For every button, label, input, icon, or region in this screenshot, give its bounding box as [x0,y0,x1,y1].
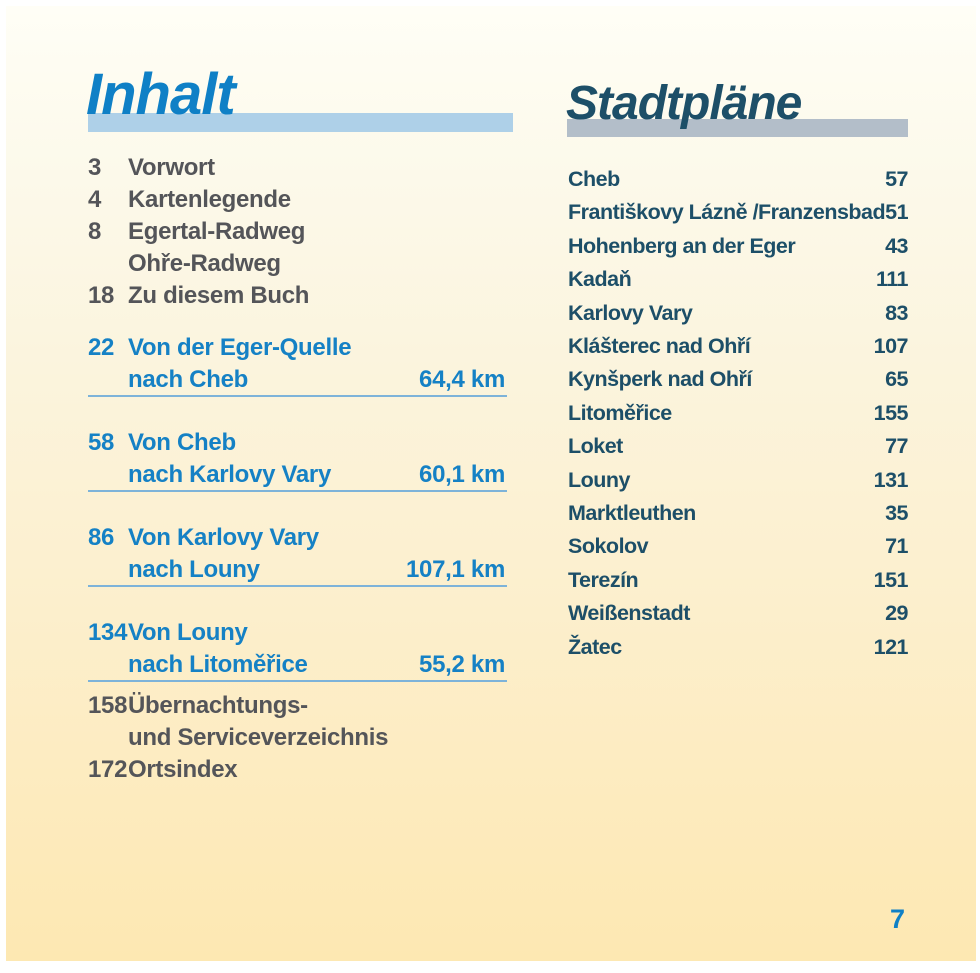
toc-row [88,184,508,216]
cityplan-row [568,363,908,396]
cityplan-row [568,297,908,330]
toc-row [88,722,508,754]
cityplan-page-number: 131 [873,467,908,492]
route-title: Von Louny [128,619,248,646]
toc-label: Ortsindex [128,756,238,783]
book-page [6,6,976,961]
toc-page-number: 172 [88,756,128,783]
contents-list-top [88,152,508,312]
cityplan-name: Karlovy Vary [568,300,693,325]
cityplan-page-number: 57 [885,167,908,191]
route-line1 [88,331,507,365]
route-page-number: 134 [88,619,128,646]
cityplans-list [568,163,908,664]
toc-page-number: 158 [88,692,128,719]
cityplan-row [568,330,908,363]
route-title: Von der Eger-Quelle [128,334,352,361]
route-distance: 64,4 km [419,366,505,393]
cityplan-name: Sokolov [568,534,649,559]
route-destination: nach Louny [128,556,260,583]
route-line2 [88,460,507,492]
route-line2 [88,555,507,587]
route-distance: 55,2 km [419,651,505,678]
route-entry [88,521,507,587]
route-destination: nach Cheb [128,366,248,393]
cityplan-name: Hohenberg an der Eger [568,233,796,258]
route-line1 [88,616,507,650]
toc-label: Zu diesem Buch [128,282,310,309]
route-distance: 60,1 km [419,461,505,488]
cityplan-name: Litoměřice [568,400,672,425]
cityplan-page-number: 35 [885,501,908,526]
cityplan-page-number: 111 [876,267,908,292]
route-list [88,331,507,711]
cityplan-row [568,263,908,296]
cityplan-page-number: 77 [885,434,908,459]
route-page-number: 86 [88,524,115,551]
cityplan-name: Františkovy Lázně /Franzensbad [568,200,886,225]
cityplan-name: Terezín [568,567,639,592]
route-destination: nach Litoměřice [128,651,308,678]
toc-label: und Serviceverzeichnis [128,724,389,751]
route-line2 [88,365,507,397]
toc-page-number: 8 [88,218,102,245]
toc-row [88,754,508,786]
route-title: Von Karlovy Vary [128,524,319,551]
route-entry [88,331,507,397]
toc-page-number: 3 [88,154,102,181]
cityplan-page-number: 51 [885,200,909,225]
cityplan-name: Cheb [568,167,620,191]
route-title: Von Cheb [128,429,236,456]
cityplan-row [568,631,908,664]
route-destination: nach Karlovy Vary [128,461,332,488]
toc-row [88,216,508,248]
cityplan-row [568,597,908,630]
cityplan-page-number: 121 [873,634,908,659]
cityplan-page-number: 155 [873,400,908,425]
route-entry [88,426,507,492]
cityplan-page-number: 65 [885,367,908,392]
route-line1 [88,521,507,555]
toc-label: Ohře-Radweg [128,250,281,277]
toc-row [88,152,508,184]
route-page-number: 58 [88,429,115,456]
toc-page-number: 18 [88,282,115,309]
cityplan-row [568,497,908,530]
cityplan-name: Žatec [568,634,622,659]
cityplan-row [568,397,908,430]
toc-label: Kartenlegende [128,186,291,213]
cityplan-name: Loket [568,434,623,459]
toc-label: Egertal-Radweg [128,218,306,245]
toc-page-number: 4 [88,186,102,213]
cityplan-row [568,230,908,263]
cityplan-name: Kynšperk nad Ohří [568,367,752,392]
toc-row [88,248,508,280]
cityplan-name: Louny [568,467,630,492]
toc-row [88,280,508,312]
cityplan-row [568,163,908,196]
cityplan-page-number: 83 [885,300,908,325]
cityplan-page-number: 29 [885,601,908,626]
toc-row [88,690,508,722]
cityplan-name: Kadaň [568,267,632,292]
cityplan-row [568,464,908,497]
cityplan-row [568,564,908,597]
page-number: 7 [890,904,906,934]
route-page-number: 22 [88,334,115,361]
cityplan-row [568,430,908,463]
toc-label: Übernachtungs- [128,692,308,719]
cityplans-title: Stadtpläne [566,77,802,130]
cityplan-page-number: 107 [873,334,908,359]
route-distance: 107,1 km [405,556,505,583]
route-entry [88,616,507,682]
contents-title: Inhalt [86,62,235,127]
cityplan-row [568,196,908,229]
route-line1 [88,426,507,460]
cityplan-page-number: 43 [885,233,908,258]
cityplan-page-number: 71 [885,534,908,559]
cityplan-name: Klášterec nad Ohří [568,334,751,359]
cityplan-name: Marktleuthen [568,501,696,526]
cityplan-page-number: 151 [873,567,908,592]
cityplan-row [568,530,908,563]
route-line2 [88,650,507,682]
cityplan-name: Weißenstadt [568,601,690,626]
toc-label: Vorwort [128,154,215,181]
contents-list-bottom [88,690,508,786]
